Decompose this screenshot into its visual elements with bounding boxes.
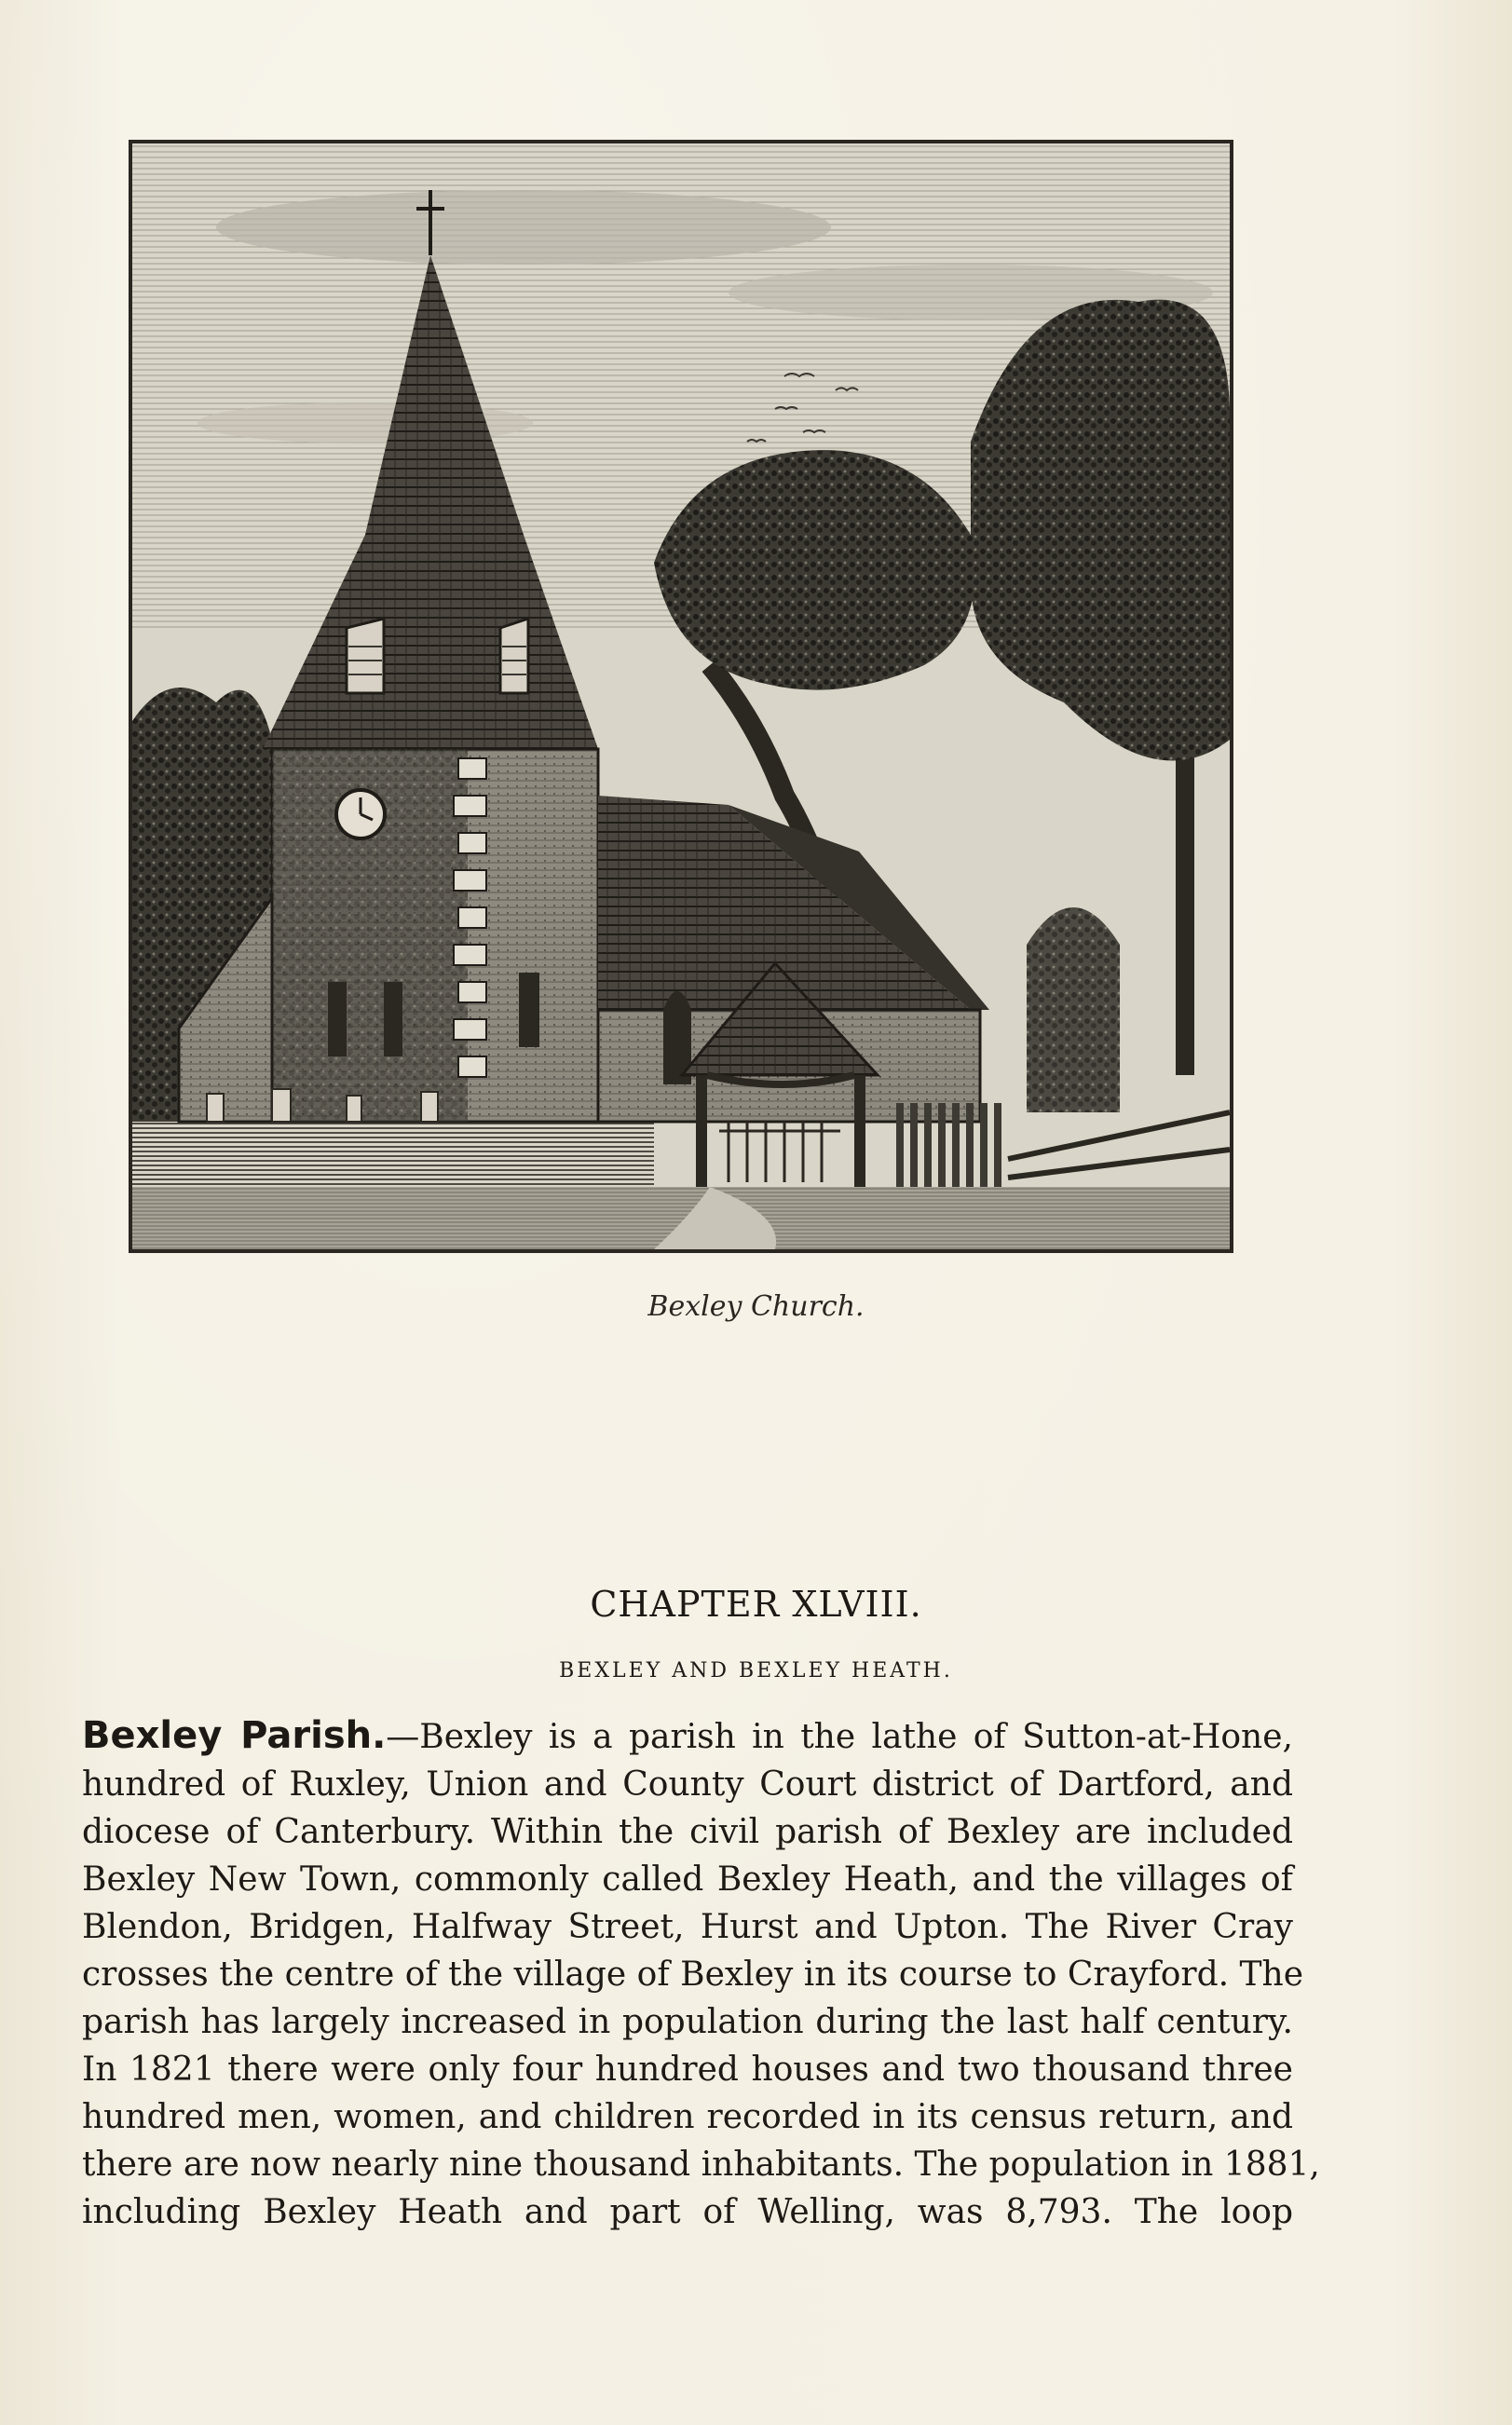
section-title: BEXLEY AND BEXLEY HEATH. — [559, 1659, 953, 1683]
chapter-title: CHAPTER XLVIII. — [590, 1584, 922, 1625]
body-line — [82, 1712, 1293, 1761]
body-line: Bexley New Town, commonly called Bexley Heath, and the villages of — [82, 1860, 1293, 1899]
churchyard-wall — [132, 1122, 654, 1187]
church-illustration — [129, 140, 1233, 1253]
body-line: there are now nearly nine thousand inhabitants. The population in 1881, — [82, 2146, 1320, 2184]
body-line: hundred of Ruxley, Union and County Court district of Dartford, and — [82, 1765, 1293, 1804]
body-line: crosses the centre of the village of Bexley in its course to Crayford. The — [82, 1955, 1304, 1994]
body-line: In 1821 there were only four hundred houses and two thousand three — [82, 2050, 1293, 2089]
body-line: Blendon, Bridgen, Halfway Street, Hurst and Upton. The River Cray — [82, 1908, 1293, 1946]
illustration-caption: Bexley Church. — [647, 1290, 865, 1323]
paragraph-lead: Bexley Parish. — [82, 1714, 387, 1757]
church-engraving-svg — [132, 143, 1230, 1249]
body-line: hundred men, women, and children recorded in its census return, and — [82, 2098, 1293, 2136]
body-line-text: —Bexley is a parish in the lathe of Sutton-at-Hone, — [386, 1718, 1293, 1756]
body-paragraph — [82, 1712, 1320, 2236]
body-line: parish has largely increased in population during the last half century. — [82, 2003, 1293, 2041]
body-line: including Bexley Heath and part of Welling, was 8,793. The loop — [82, 2193, 1293, 2231]
body-line: diocese of Canterbury. Within the civil parish of Bexley are included — [82, 1813, 1293, 1851]
